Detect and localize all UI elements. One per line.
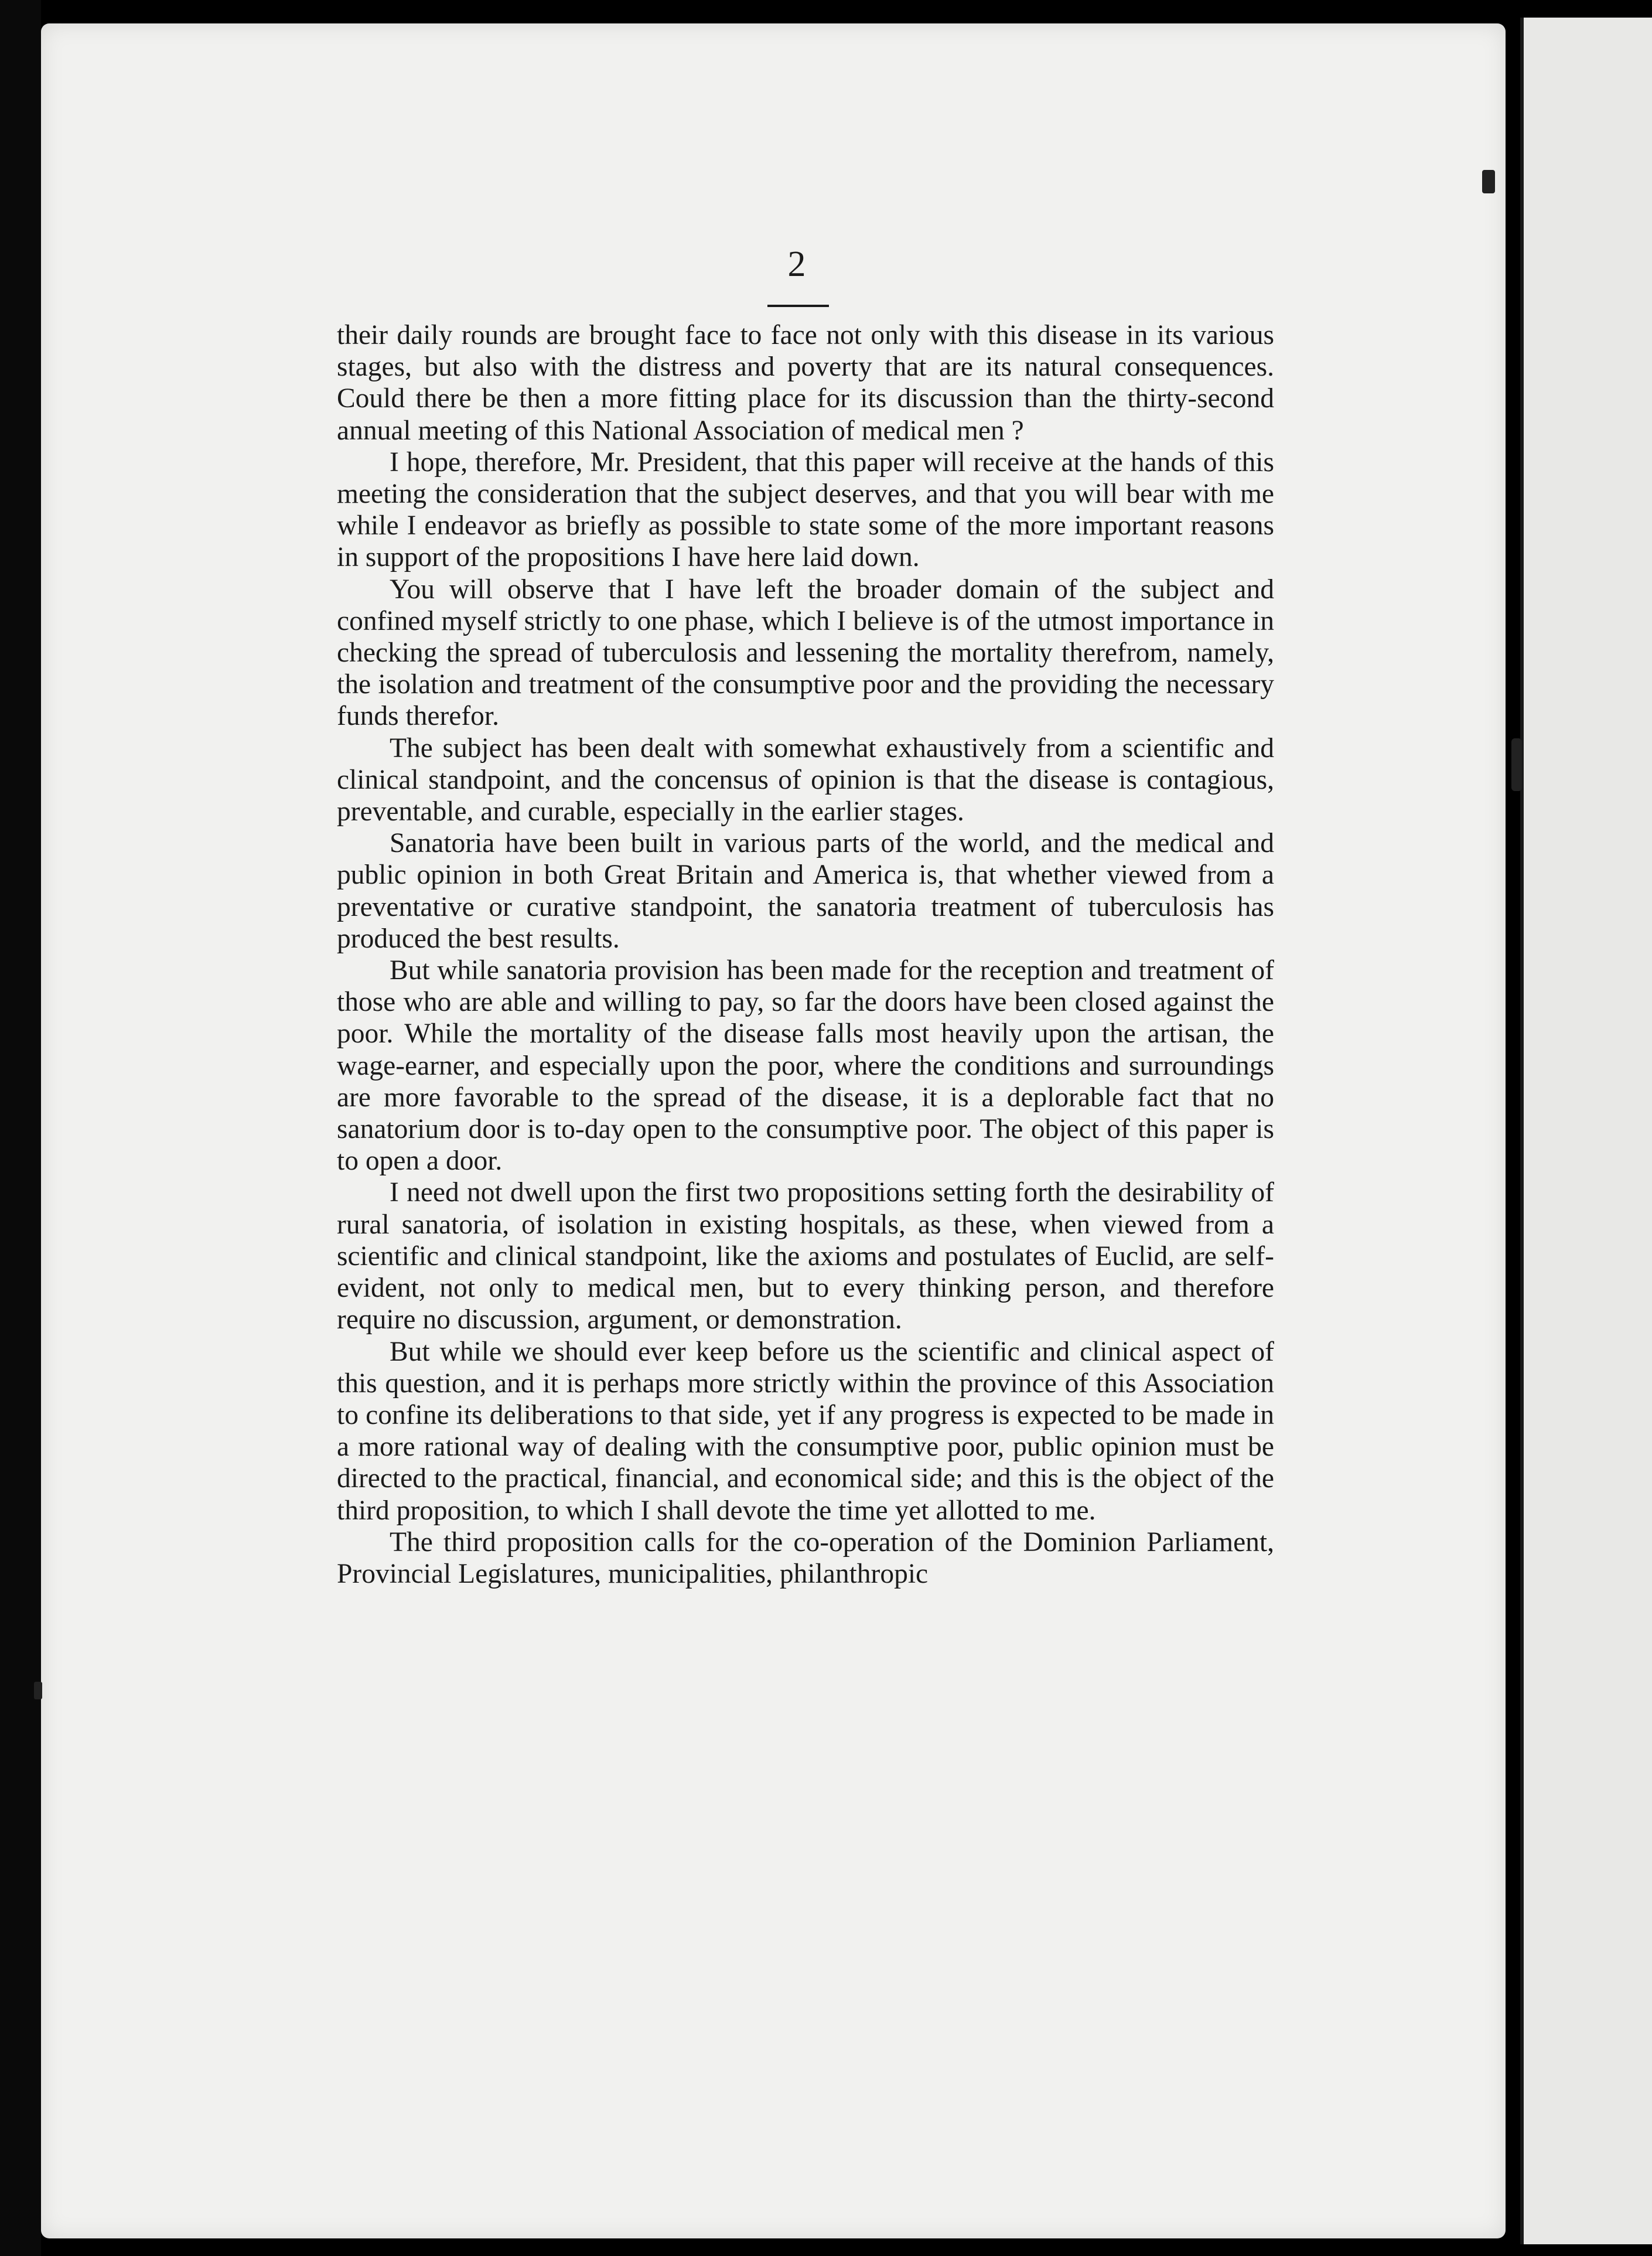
scan-speck [1482, 170, 1495, 193]
adjacent-page-edge [1520, 18, 1652, 2244]
paragraph-5: Sanatoria have been built in various parts of the world, and the medical and public opinion in both Great Britain and America is, that whether viewed from a preventative or curative standpoint, the sanatoria treatment of tuberculosis has produced the best results. [337, 828, 1274, 954]
scan-speck [34, 1682, 42, 1699]
paragraph-6: But while sanatoria provision has been made for the reception and treatment of those who are able and willing to pay, so far the doors have been closed against the poor. While the mortality of the disease falls most heavily upon the artisan, the wage-earner, and especially upon the poor, where the conditions and surroundings are more favorable to the spread of the disease, it is a deplorable fact that no sanatorium door is to-day open to the consumptive poor. The object of this paper is to open a door. [337, 955, 1274, 1177]
page-number: 2 [787, 244, 806, 284]
body-text [337, 319, 1274, 1590]
paragraph-3: You will observe that I have left the broader domain of the subject and confined myself strictly to one phase, which I believe is of the utmost importance in checking the spread of tuberculosis and lessening the mortality therefrom, namely, the isolation and treatment of the consumptive poor and the providing the necessary funds therefor. [337, 574, 1274, 732]
paragraph-2: I hope, therefore, Mr. President, that this paper will receive at the hands of this meeting the consideration that the subject deserves, and that you will bear with me while I endeavor as briefly as possible to state some of the more important reasons in support of the propositions I have here laid down. [337, 447, 1274, 573]
scan-left-edge [0, 0, 41, 2256]
paragraph-9: The third proposition calls for the co-operation of the Dominion Parliament, Provincial Legislatures, municipalities, philanthropic [337, 1526, 1274, 1589]
page-number-rule [767, 305, 829, 307]
scan-speck [1511, 738, 1522, 791]
paragraph-8: But while we should ever keep before us the scientific and clinical aspect of this question, and it is perhaps more strictly within the province of this Association to confine its deliberations to that side, yet if any progress is expected to be made in a more rational way of dealing with the consumptive poor, public opinion must be directed to the practical, financial, and economical side; and this is the object of the third proposition, to which I shall devote the time yet allotted to me. [337, 1336, 1274, 1526]
paragraph-7: I need not dwell upon the first two propositions setting forth the desirability of rural sanatoria, of isolation in existing hospitals, as these, when viewed from a scientific and clinical standpoint, like the axioms and postulates of Euclid, are self-evident, not only to medical men, but to every thinking person, and therefore require no discussion, argument, or demonstration. [337, 1177, 1274, 1335]
paragraph-1: their daily rounds are brought face to face not only with this disease in its various stages, but also with the distress and poverty that are its natural consequences. Could there be then a more fitting place for its discussion than the thirty-second annual meeting of this National Association of medical men ? [337, 320, 1274, 446]
paragraph-4: The subject has been dealt with somewhat exhaustively from a scientific and clinical standpoint, and the concensus of opinion is that the disease is contagious, preventable, and curable, especially in the earlier stages. [337, 732, 1274, 827]
